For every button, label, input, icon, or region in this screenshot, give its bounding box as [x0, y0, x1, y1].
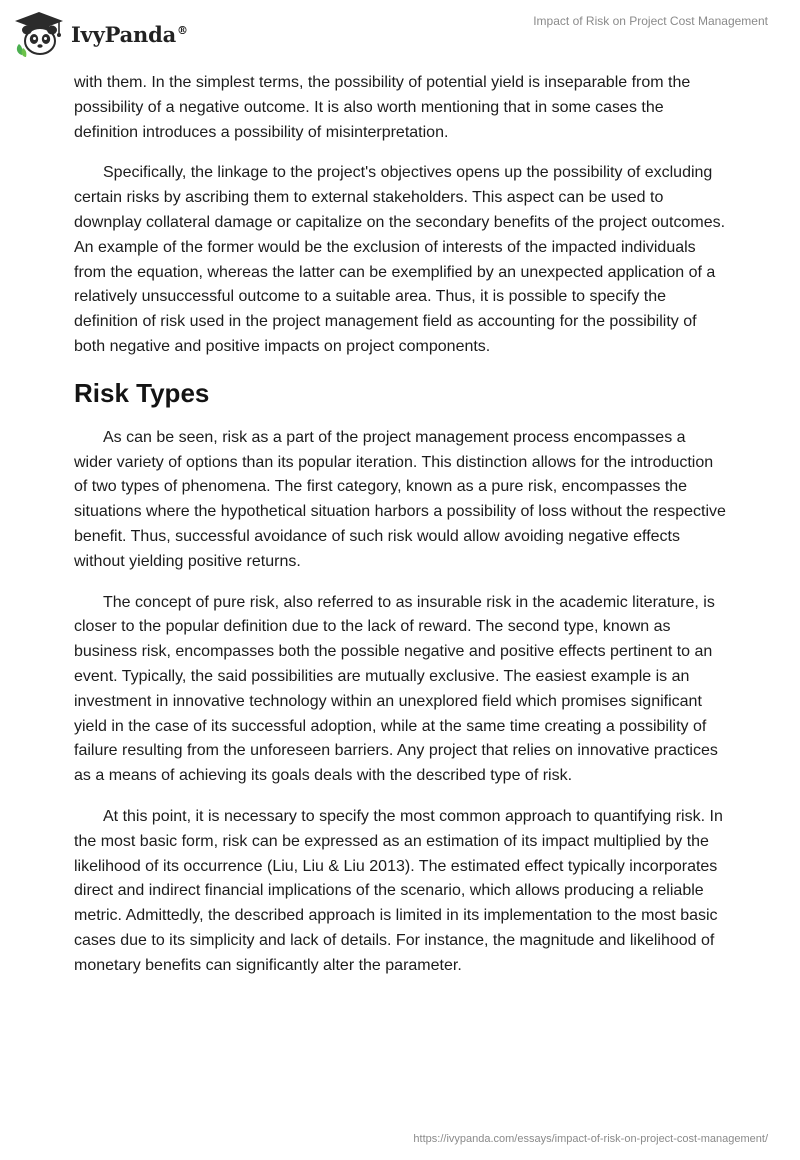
document-title: Impact of Risk on Project Cost Management — [533, 14, 768, 28]
paragraph-continued: with them. In the simplest terms, the possibility of potential yield is inseparable from the possibility of a negative outcome. It is also worth mentioning that in some cases the definition introduces a possibility of misinterpretation. — [74, 74, 691, 141]
paragraph: At this point, it is necessary to specify the most common approach to quantifying risk. In the most basic form, risk can be expressed as an estimation of its impact multiplied by the likelihood of its occurrence (Liu, Liu & Liu 2013). The estimated effect typically incorporates direct and indirect financial implications of the scenario, which allows producing a reliable metric. Admittedly, the described approach is limited in its implementation to the most basic cases due to its simplicity and lack of details. For instance, the magnitude and likelihood of monetary benefits can significantly alter the parameter. — [74, 807, 723, 974]
page-header — [0, 0, 800, 70]
source-url[interactable]: https://ivypanda.com/essays/impact-of-risk-on-project-cost-management/ — [413, 1133, 768, 1145]
panda-graduate-icon — [13, 10, 65, 58]
essay-body — [74, 71, 726, 995]
paragraph: The concept of pure risk, also referred to as insurable risk in the academic literature, is closer to the popular definition due to the lack of reward. The second type, known as business risk, encompasses both the possible negative and positive effects pertinent to an event. Typically, the said possibilities are mutually exclusive. The easiest example is an investment in innovative technology within an unexplored field which promises significant yield in the case of its successful adoption, while at the same time creating a possibility of failure resulting from the unforeseen barriers. Any project that relies on innovative practices as a means of achieving its goals deals with the described type of risk. — [74, 593, 718, 785]
paragraph: Specifically, the linkage to the project's objectives opens up the possibility of excluding certain risks by ascribing them to external stakeholders. This aspect can be used to downplay collateral damage or capitalize on the secondary benefits of the project outcomes. An example of the former would be the exclusion of interests of the impacted individuals from the equation, whereas the latter can be exemplified by an unexpected application of a relatively unsuccessful outcome to a suitable area. Thus, it is possible to specify the definition of risk used in the project management field as accounting for the possibility of both negative and positive impacts on project components. — [74, 164, 726, 355]
section-heading-risk-types: Risk Types — [74, 377, 210, 408]
ivypanda-logo[interactable] — [13, 10, 188, 58]
brand-name: IvyPanda® — [71, 21, 188, 47]
paragraph: As can be seen, risk as a part of the project management process encompasses a wider variety of options than its popular iteration. This distinction allows for the introduction of two types of phenomena. The first category, known as a pure risk, encompasses the situations where the hypothetical situation harbors a possibility of loss without the respective benefit. Thus, successful avoidance of such risk would allow avoiding negative effects without yielding positive returns. — [74, 428, 726, 570]
